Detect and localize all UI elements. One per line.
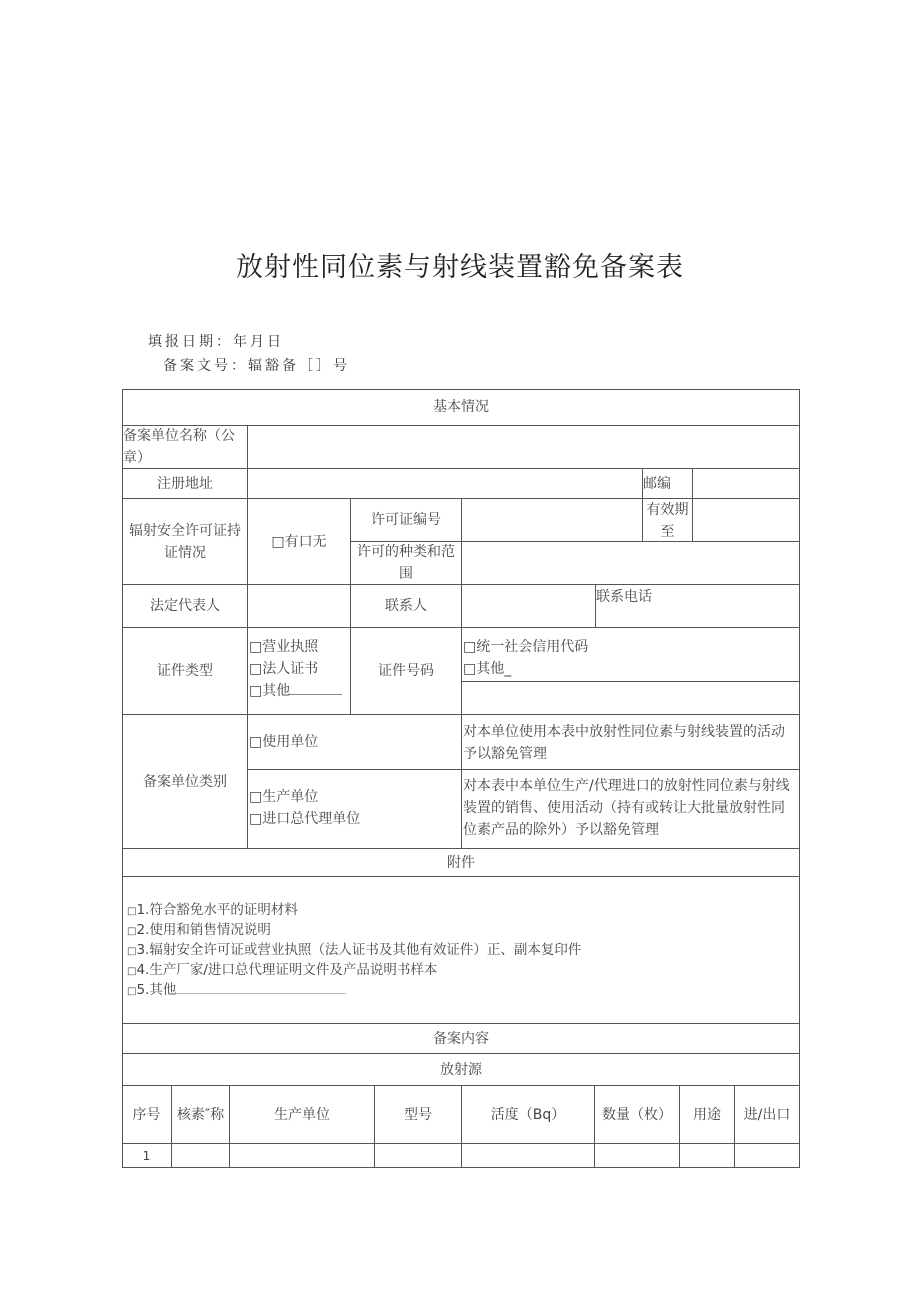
license-scope-field[interactable] (462, 542, 799, 584)
cert-option-legal-person[interactable]: □法人证书 (249, 661, 319, 677)
cert-no-other-option[interactable]: □其他_ (463, 661, 512, 677)
license-scope-label: 许可的种类和范围 (357, 544, 455, 582)
row-import-export-field[interactable] (735, 1144, 799, 1167)
legal-rep-field[interactable] (248, 585, 350, 627)
row-manufacturer-field[interactable] (230, 1144, 374, 1167)
address-label: 注册地址 (157, 475, 213, 492)
doc-number: 备案文号：辐豁备［］号 (163, 358, 350, 374)
col-header-index: 序号 (132, 1106, 161, 1123)
unit-name-label: 备案单位名称（公章） (123, 428, 235, 466)
section-header-filing: 备案内容 (433, 1030, 489, 1047)
col-header-activity: 活度（Bq） (490, 1106, 566, 1123)
col-header-purpose: 用途 (693, 1106, 721, 1123)
grid-line (122, 876, 800, 877)
fill-date: 填报日期：年月日 (148, 334, 284, 350)
cert-no-field[interactable] (462, 682, 799, 714)
cert-type-options (249, 636, 349, 712)
address-field[interactable] (248, 469, 642, 498)
category-label: 备案单位类别 (143, 773, 227, 790)
license-no-field[interactable] (462, 499, 642, 541)
license-choice[interactable]: □有口无 (271, 533, 327, 550)
col-header-import-export: 进/出口 (743, 1106, 791, 1123)
contact-field[interactable] (462, 585, 595, 627)
license-status-label: 辐射安全许可证持证情况 (129, 522, 241, 561)
attachment-item-4[interactable]: □4.生产厂家/进口总代理证明文件及产品说明书样本 (127, 962, 438, 978)
attachment-item-1[interactable]: □1.符合豁免水平的证明材料 (127, 902, 298, 918)
unit-name-field[interactable] (248, 426, 799, 468)
page-title: 放射性同位素与射线装置豁免备案表 (236, 252, 684, 283)
postcode-label: 邮编 (643, 475, 671, 492)
col-header-nuclide: 核素″称 (176, 1106, 225, 1123)
license-no-label: 许可证编号 (371, 512, 441, 528)
phone-label: 联系电话 (596, 589, 652, 605)
cert-no-label: 证件号码 (378, 663, 434, 679)
row-nuclide-field[interactable] (172, 1144, 229, 1167)
use-unit-description: 对本单位使用本表中放射性同位素与射线装置的活动予以豁免管理 (463, 724, 785, 762)
row-model-field[interactable] (375, 1144, 461, 1167)
row-activity-field[interactable] (462, 1144, 594, 1167)
section-header-basic: 基本情况 (433, 399, 489, 415)
col-header-model: 型号 (404, 1106, 432, 1123)
legal-rep-label: 法定代表人 (150, 598, 220, 614)
attachment-item-3[interactable]: □3.辐射安全许可证或营业执照（法人证书及其他有效证件）正、副本复印件 (127, 942, 582, 958)
production-unit-option[interactable]: □生产单位 (249, 789, 319, 805)
sub-header-sources: 放射源 (440, 1061, 482, 1078)
row-index: 1 (142, 1148, 151, 1163)
cert-option-other[interactable]: □其他 (249, 680, 349, 702)
row-purpose-field[interactable] (680, 1144, 734, 1167)
attachment-item-5[interactable]: □5.其他 (127, 980, 346, 1002)
postcode-field[interactable] (693, 469, 799, 498)
section-header-attachments: 附件 (447, 854, 475, 871)
production-options (249, 770, 460, 848)
cert-option-business-license[interactable]: □营业执照 (249, 639, 319, 655)
valid-until-label: 有效期至 (646, 502, 689, 540)
col-header-quantity: 数量（枚） (602, 1106, 672, 1123)
credit-code-option[interactable]: □统一社会信用代码 (463, 639, 589, 655)
valid-until-field[interactable] (693, 499, 799, 541)
row-quantity-field[interactable] (595, 1144, 679, 1167)
cert-type-label: 证件类型 (157, 663, 213, 679)
col-header-manufacturer: 生产单位 (274, 1106, 330, 1123)
production-description: 对本表中本单位生产/代理进口的放射性同位素与射线装置的销售、使用活动（持有或转让大批量放射性同位素产品的除外）予以豁免管理 (463, 778, 790, 838)
attachment-item-2[interactable]: □2.使用和销售情况说明 (127, 922, 271, 938)
cert-no-options (463, 636, 799, 682)
import-agent-option[interactable]: □进口总代理单位 (249, 811, 361, 827)
use-unit-option[interactable]: □使用单位 (249, 734, 319, 750)
contact-label: 联系人 (385, 598, 427, 614)
